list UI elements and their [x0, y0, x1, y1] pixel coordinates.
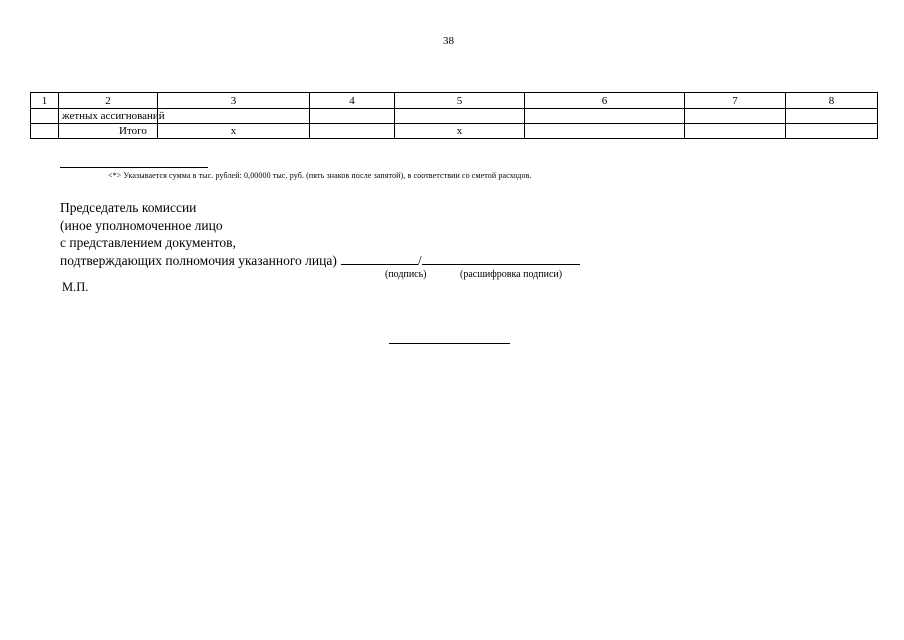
table-cell: [395, 109, 525, 124]
table-cell: [158, 109, 310, 124]
table-cell: [310, 124, 395, 139]
signature-title-line: с представлением документов,: [60, 235, 236, 250]
column-header: 1: [31, 93, 59, 109]
table-header-row: [31, 93, 878, 109]
column-header: 5: [395, 93, 525, 109]
signature-separator: /: [417, 252, 422, 268]
table-cell: жетных ассигнований: [59, 109, 158, 124]
table-cell: [786, 109, 878, 124]
table-cell: х: [158, 124, 310, 139]
table-cell: [525, 109, 685, 124]
signature-blank: [341, 252, 418, 265]
signature-title-text: подтверждающих полномочия указанного лица): [60, 252, 337, 268]
signature-title-line: Председатель комиссии: [60, 200, 197, 215]
table-cell: [31, 124, 59, 139]
column-header: 4: [310, 93, 395, 109]
column-header: 2: [59, 93, 158, 109]
column-header: 6: [525, 93, 685, 109]
table-row: [31, 109, 878, 124]
signature-decoding-caption: (расшифровка подписи): [460, 269, 563, 280]
footnote: <*> Указывается сумма в тыс. рублей: 0,00000 тыс. руб. (пять знаков после запятой), в соответствии со сметой расходов.: [108, 171, 532, 180]
footnote-divider: [60, 167, 208, 168]
table-cell: [786, 124, 878, 139]
signature-caption: (подпись): [385, 269, 427, 280]
table-cell: [310, 109, 395, 124]
table-cell: х: [395, 124, 525, 139]
column-header: 8: [786, 93, 878, 109]
table-cell: [685, 124, 786, 139]
end-divider: [389, 343, 510, 344]
table-cell: [685, 109, 786, 124]
signature-title-line-last: [60, 252, 580, 270]
budget-table: [30, 92, 878, 139]
table-row-total: [31, 124, 878, 139]
seal-placeholder: М.П.: [62, 280, 89, 294]
signature-decoding-blank: [422, 252, 580, 265]
signature-title-line: (иное уполномоченное лицо: [60, 217, 223, 233]
signature-block: [60, 199, 580, 269]
table-cell: [31, 109, 59, 124]
table-cell: [525, 124, 685, 139]
page-number: 38: [443, 35, 454, 47]
column-header: 3: [158, 93, 310, 109]
table-cell-total-label: Итого: [59, 124, 158, 139]
column-header: 7: [685, 93, 786, 109]
